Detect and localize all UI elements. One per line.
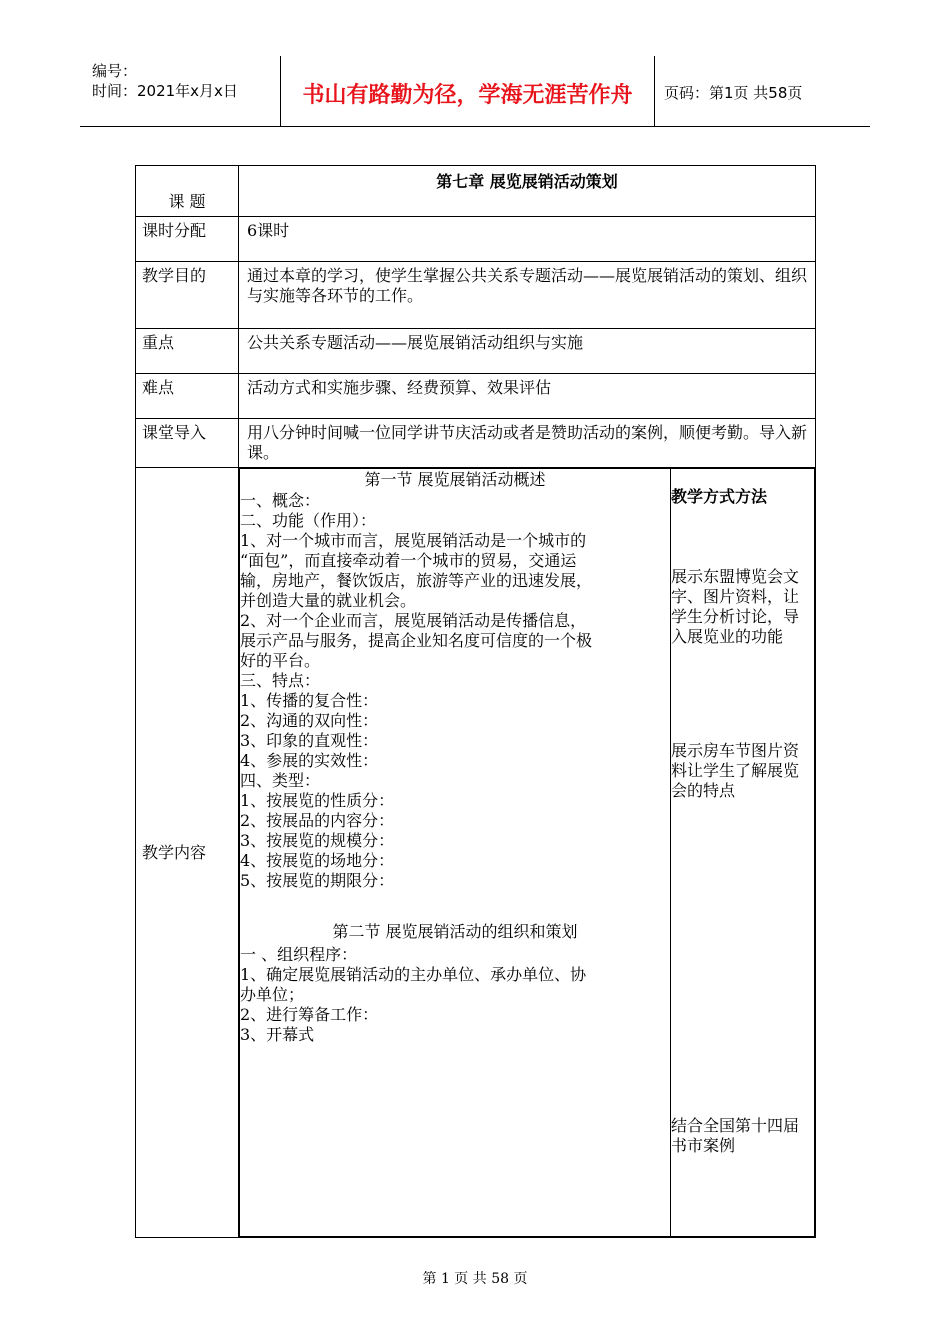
content-line: 1、传播的复合性：	[240, 691, 379, 710]
teaching-methods	[671, 469, 815, 1237]
row-value: 6课时	[239, 217, 816, 262]
content-inner-table	[239, 468, 815, 1237]
header-page-cell	[654, 56, 870, 126]
content-line: 展示产品与服务，提高企业知名度可信度的一个极	[240, 631, 593, 650]
content-list	[240, 491, 670, 891]
content-line: 5、按展览的期限分：	[240, 871, 395, 890]
content-line: 办单位；	[240, 985, 305, 1004]
method-note: 展示东盟博览会文字、图片资料，让 学生分析讨论，导入展览业的功能	[671, 567, 800, 646]
content-line: “面包”，而直接牵动着一个城市的贸易，交通运	[240, 551, 577, 570]
date-label: 时间：2021年x月x日	[92, 82, 238, 100]
content-line: 3、开幕式	[240, 1025, 315, 1044]
lesson-plan-table	[135, 165, 816, 1238]
method-note: 结合全国第十四届书市案例	[671, 1116, 800, 1155]
row-label: 重点	[136, 329, 239, 374]
content-line: 好的平台。	[240, 651, 321, 670]
content-cell	[239, 468, 816, 1238]
content-line: 2、进行筹备工作：	[240, 1005, 379, 1024]
row-label: 课 题	[136, 166, 239, 217]
header-motto-cell	[280, 56, 655, 126]
section-title: 第二节 展览展销活动的组织和策划	[332, 922, 578, 941]
content-line: 四、类型：	[240, 771, 321, 790]
content-line: 1、按展览的性质分：	[240, 791, 395, 810]
row-value: 用八分钟时间喊一位同学讲节庆活动或者是赞助活动的案例，顺便考勤。导入新课。	[239, 419, 816, 468]
table-row	[136, 468, 816, 1238]
chapter-title: 第七章 展览展销活动策划	[239, 166, 816, 217]
content-line: 1、确定展览展销活动的主办单位、承办单位、协	[240, 965, 587, 984]
row-label: 课时分配	[136, 217, 239, 262]
table-row	[136, 329, 816, 374]
row-label: 难点	[136, 374, 239, 419]
content-list	[240, 945, 670, 1045]
content-line: 一 、组织程序：	[240, 945, 358, 964]
row-label: 课堂导入	[136, 419, 239, 468]
page-header	[80, 56, 870, 127]
content-line: 并创造大量的就业机会。	[240, 591, 417, 610]
content-line: 2、对一个企业而言，展览展销活动是传播信息，	[240, 611, 587, 630]
methods-title: 教学方式方法	[671, 487, 768, 506]
table-row	[136, 419, 816, 468]
table-row	[136, 166, 816, 217]
content-line: 3、按展览的规模分：	[240, 831, 395, 850]
motto: 书山有路勤为径，学海无涯苦作舟	[302, 83, 633, 108]
content-line: 3、印象的直观性：	[240, 731, 379, 750]
table-row	[136, 217, 816, 262]
row-label: 教学内容	[136, 468, 239, 1238]
row-label: 教学目的	[136, 262, 239, 329]
method-note: 展示房车节图片资料让学生了解展览会的特点	[671, 741, 800, 800]
row-value: 活动方式和实施步骤、经费预算、效果评估	[239, 374, 816, 419]
content-line: 二、功能（作用）：	[240, 511, 377, 530]
section-title: 第一节 展览展销活动概述	[364, 470, 546, 489]
content-line: 输，房地产，餐饮饭店，旅游等产业的迅速发展，	[240, 571, 593, 590]
table-row	[136, 262, 816, 329]
table-row	[136, 374, 816, 419]
serial-label: 编号：	[92, 62, 138, 80]
row-value: 通过本章的学习，使学生掌握公共关系专题活动——展览展销活动的策划、组织与实施等各环节的工作。	[239, 262, 816, 329]
content-line: 三、特点：	[240, 671, 321, 690]
content-line: 4、按展览的场地分：	[240, 851, 395, 870]
header-meta	[80, 56, 280, 126]
page-footer: 第 1 页 共 58 页	[422, 1271, 528, 1287]
content-line: 1、对一个城市而言，展览展销活动是一个城市的	[240, 531, 587, 550]
page-info: 页码：第1页 共58页	[664, 84, 803, 102]
content-line: 2、沟通的双向性：	[240, 711, 379, 730]
row-value: 公共关系专题活动——展览展销活动组织与实施	[239, 329, 816, 374]
content-line: 一、概念：	[240, 491, 321, 510]
content-line: 4、参展的实效性：	[240, 751, 379, 770]
content-line: 2、按展品的内容分：	[240, 811, 395, 830]
teaching-content	[240, 469, 671, 1237]
